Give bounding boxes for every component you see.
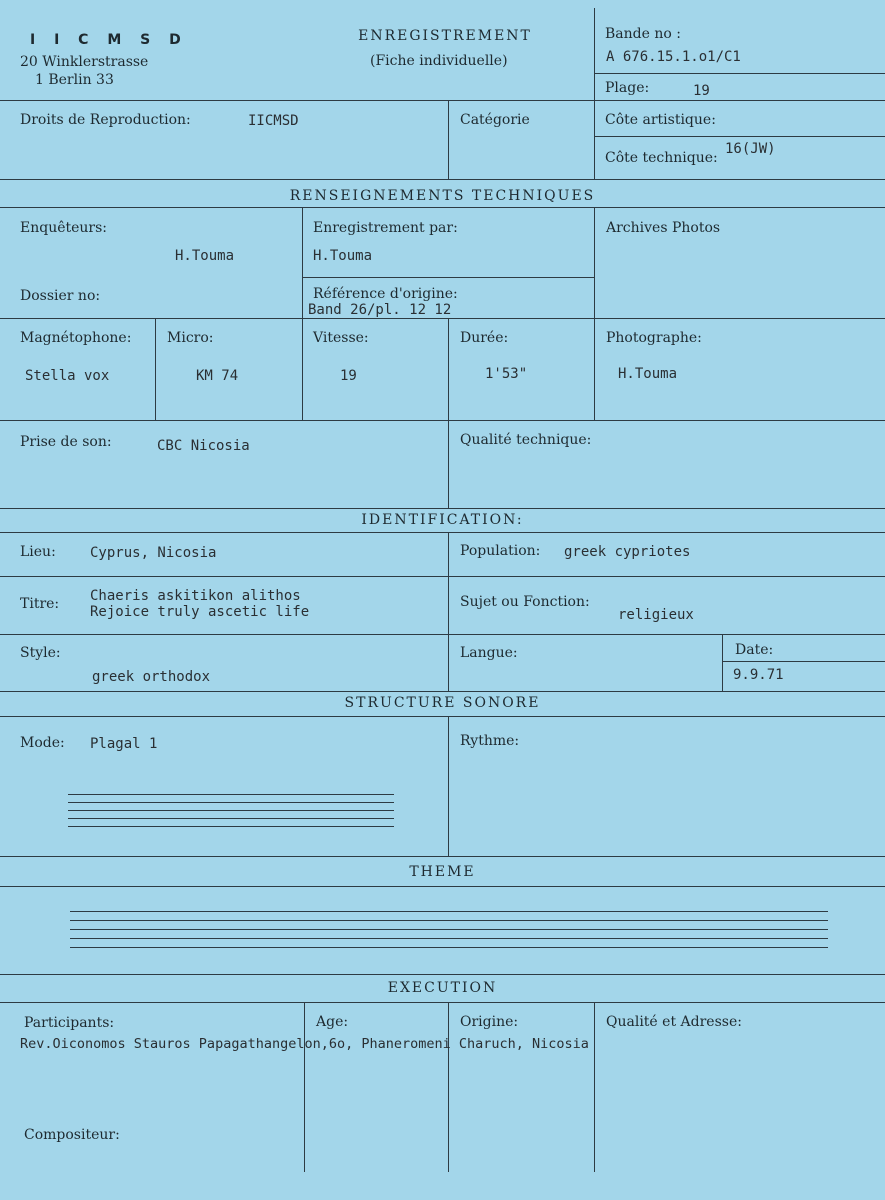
dossier-label: Dossier no:: [20, 288, 101, 304]
micro-value: KM 74: [196, 368, 239, 384]
categorie-label: Catégorie: [460, 112, 530, 128]
vitesse-label: Vitesse:: [313, 330, 369, 346]
prise-label: Prise de son:: [20, 434, 112, 450]
prise-value: CBC Nicosia: [157, 438, 250, 454]
rythme-label: Rythme:: [460, 733, 520, 749]
titre-line2: Rejoice truly ascetic life: [90, 604, 310, 620]
participants-value: Rev.Oiconomos Stauros Papagathangelon,6o, Phaneromeni Charuch, Nicosia: [20, 1036, 589, 1052]
address-line2: 1 Berlin 33: [35, 72, 114, 88]
form-subtitle: (Fiche individuelle): [370, 53, 508, 69]
population-label: Population:: [460, 543, 541, 559]
participants-label: Participants:: [24, 1015, 115, 1031]
enqueteurs-value: H.Touma: [175, 248, 235, 264]
plage-value: 19: [693, 83, 710, 99]
reference-label: Référence d'origine:: [313, 286, 458, 302]
reference-value: Band 26/pl. 12 12: [308, 302, 452, 318]
cote-technique-label: Côte technique:: [605, 150, 718, 166]
section-identification: IDENTIFICATION:: [361, 512, 524, 528]
sujet-label: Sujet ou Fonction:: [460, 594, 590, 610]
style-label: Style:: [20, 645, 61, 661]
titre-label: Titre:: [20, 596, 60, 612]
age-label: Age:: [316, 1014, 349, 1030]
section-renseignements: RENSEIGNEMENTS TECHNIQUES: [289, 188, 596, 204]
compositeur-label: Compositeur:: [24, 1127, 120, 1143]
enregistrement-par-label: Enregistrement par:: [313, 220, 458, 236]
bande-value: A 676.15.1.o1/C1: [606, 49, 741, 65]
vitesse-value: 19: [340, 368, 357, 384]
style-value: greek orthodox: [92, 669, 211, 685]
titre-line1: Chaeris askitikon alithos: [90, 588, 301, 604]
droits-value: IICMSD: [248, 113, 299, 129]
lieu-value: Cyprus, Nicosia: [90, 545, 217, 561]
section-theme: THEME: [409, 864, 476, 880]
section-structure-sonore: STRUCTURE SONORE: [344, 695, 541, 711]
enqueteurs-label: Enquêteurs:: [20, 220, 108, 236]
date-value: 9.9.71: [733, 667, 784, 683]
cote-technique-value: 16(JW): [725, 141, 776, 157]
bande-label: Bande no :: [605, 26, 681, 42]
duree-value: 1'53": [485, 366, 528, 382]
org-logo: I I C M S D: [30, 32, 188, 48]
plage-label: Plage:: [605, 80, 650, 96]
langue-label: Langue:: [460, 645, 518, 661]
magnetophone-value: Stella vox: [25, 368, 110, 384]
archives-photos-label: Archives Photos: [606, 220, 721, 236]
droits-label: Droits de Reproduction:: [20, 112, 191, 128]
duree-label: Durée:: [460, 330, 509, 346]
date-label: Date:: [735, 642, 774, 658]
form-title: ENREGISTREMENT: [358, 28, 532, 44]
magnetophone-label: Magnétophone:: [20, 330, 132, 346]
address-line1: 20 Winklerstrasse: [20, 54, 149, 70]
micro-label: Micro:: [167, 330, 214, 346]
mode-label: Mode:: [20, 735, 65, 751]
photographe-label: Photographe:: [606, 330, 702, 346]
section-execution: EXECUTION: [387, 980, 498, 996]
cote-artistique-label: Côte artistique:: [605, 112, 716, 128]
enregistrement-par-value: H.Touma: [313, 248, 373, 264]
photographe-value: H.Touma: [618, 366, 678, 382]
population-value: greek cypriotes: [564, 544, 691, 560]
qualite-adresse-label: Qualité et Adresse:: [606, 1014, 742, 1030]
sujet-value: religieux: [618, 607, 694, 623]
origine-label: Origine:: [460, 1014, 519, 1030]
lieu-label: Lieu:: [20, 544, 56, 560]
qualite-technique-label: Qualité technique:: [460, 432, 592, 448]
mode-value: Plagal 1: [90, 736, 158, 752]
